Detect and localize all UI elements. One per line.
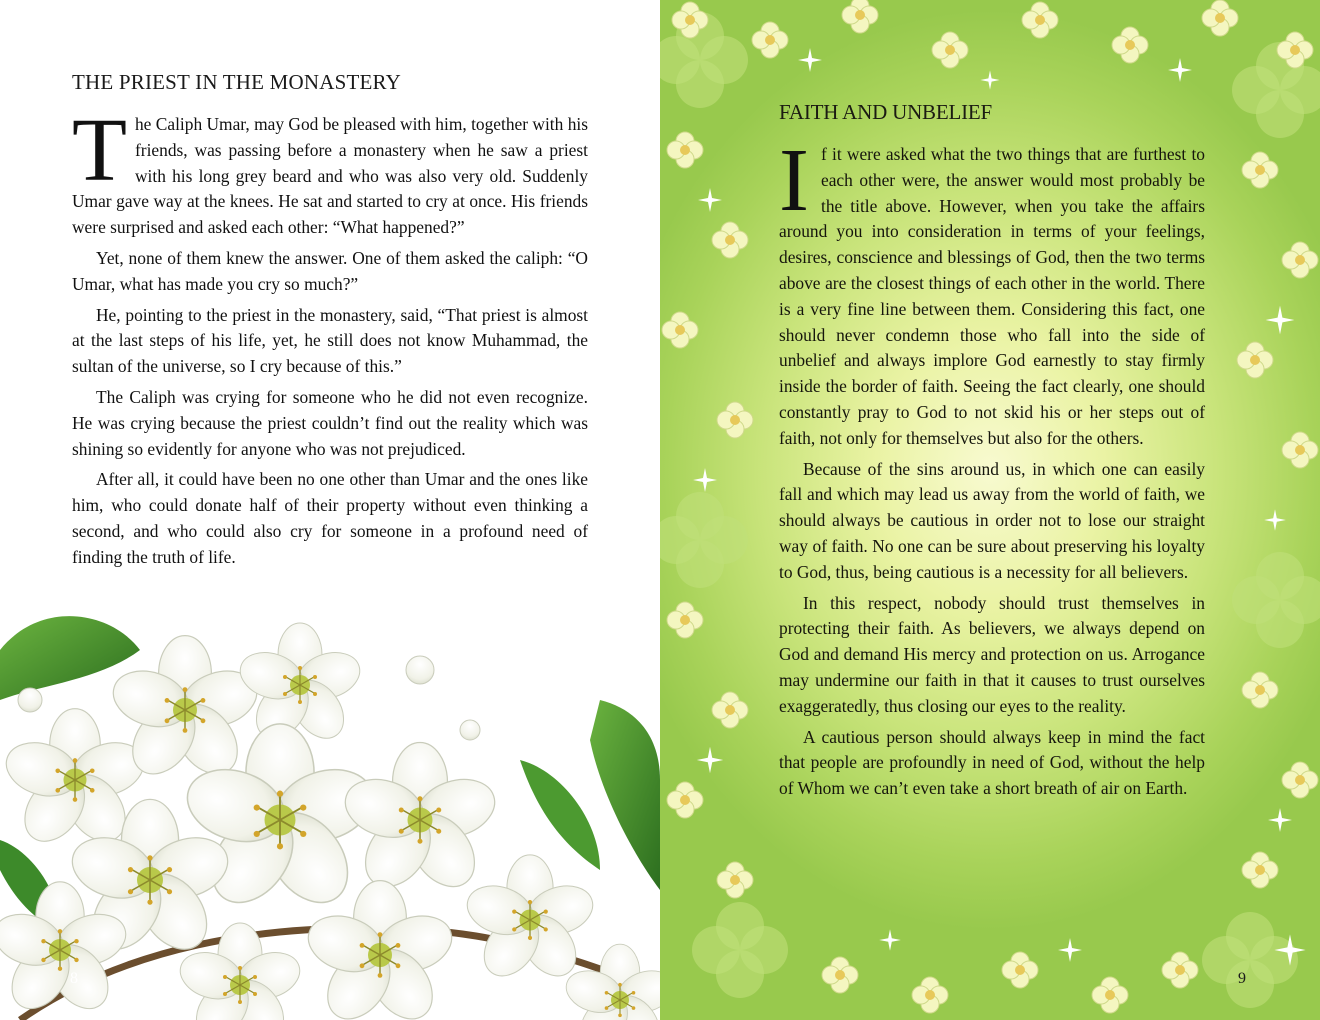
left-paragraph-5: After all, it could have been no one other than Umar and the ones like him, who could donate half of their property without even thinking a second, and who could also cry for someone in a profound need of finding the truth of life. — [72, 469, 588, 567]
left-dropcap: T — [72, 101, 127, 200]
white-blossom-illustration — [0, 590, 660, 1020]
left-page-title: THE PRIEST IN THE MONASTERY — [72, 70, 401, 94]
right-page-number: 9 — [1238, 970, 1246, 987]
left-page-body — [72, 101, 588, 576]
left-paragraph-2: Yet, none of them knew the answer. One of them asked the caliph: “O Umar, what has made you cry so much?” — [72, 247, 588, 294]
right-paragraph-3: In this respect, nobody should trust themselves in protecting their faith. As believers, we always depend on God and demand His mercy and protection on us. Arrogance may undermine our faith in that it causes to trust ourselves exaggeratedly, thus closing our eyes to the reality. — [779, 592, 1205, 716]
right-page — [660, 0, 1320, 1020]
right-paragraph-2: Because of the sins around us, in which one can easily fall and which may lead us away from the world of faith, we should always be cautious in order not to lose our straight way of faith. No one can be sure about preserving his loyalty to God, thus, being cautious is a necessity for all believers. — [779, 458, 1205, 582]
right-paragraph-1-text: f it were asked what the two things that are furthest to each other were, the answer would most probably be the title above. However, when you take the affairs around you into consideration in terms of your feelings, desires, conscience and blessings of God, then the two terms above are the closest things of each other in the world. There is a very fine line between them. Considering this fact, one should never condemn those who fall into the side of unbelief and always implore God earnestly to stay firmly inside the border of faith. Seeing the fact clearly, one should constantly pray to God to not skid his or her steps out of faith, not only for themselves but also for the others. — [779, 144, 1205, 448]
left-paragraph-4: The Caliph was crying for someone who he did not even recognize. He was crying because the priest couldn’t find out the reality which was shining so evidently for anyone who was not prejudiced. — [72, 386, 588, 459]
right-dropcap: I — [779, 131, 809, 230]
right-paragraph-1 — [779, 131, 1205, 452]
left-paragraph-3: He, pointing to the priest in the monastery, said, “That priest is almost at the last steps of his life, yet, he still does not know Muhammad, the sultan of the universe, so I cry because of this.” — [72, 304, 588, 377]
left-page-number: 8 — [70, 970, 78, 987]
right-page-body — [779, 131, 1205, 807]
right-paragraph-4: A cautious person should always keep in mind the fact that people are profoundly in need of God, without the help of Whom we can’t even take a short breath of air on Earth. — [779, 726, 1205, 799]
right-page-title: FAITH AND UNBELIEF — [779, 100, 993, 124]
left-paragraph-1-text: he Caliph Umar, may God be pleased with him, together with his friends, was passing before a monastery when he saw a priest with his long grey beard and who was also very old. Suddenly Umar gave way at the knees. He sat and started to cry at once. His friends were surprised and asked each other: “What happened?” — [72, 114, 588, 238]
left-paragraph-1 — [72, 101, 588, 241]
